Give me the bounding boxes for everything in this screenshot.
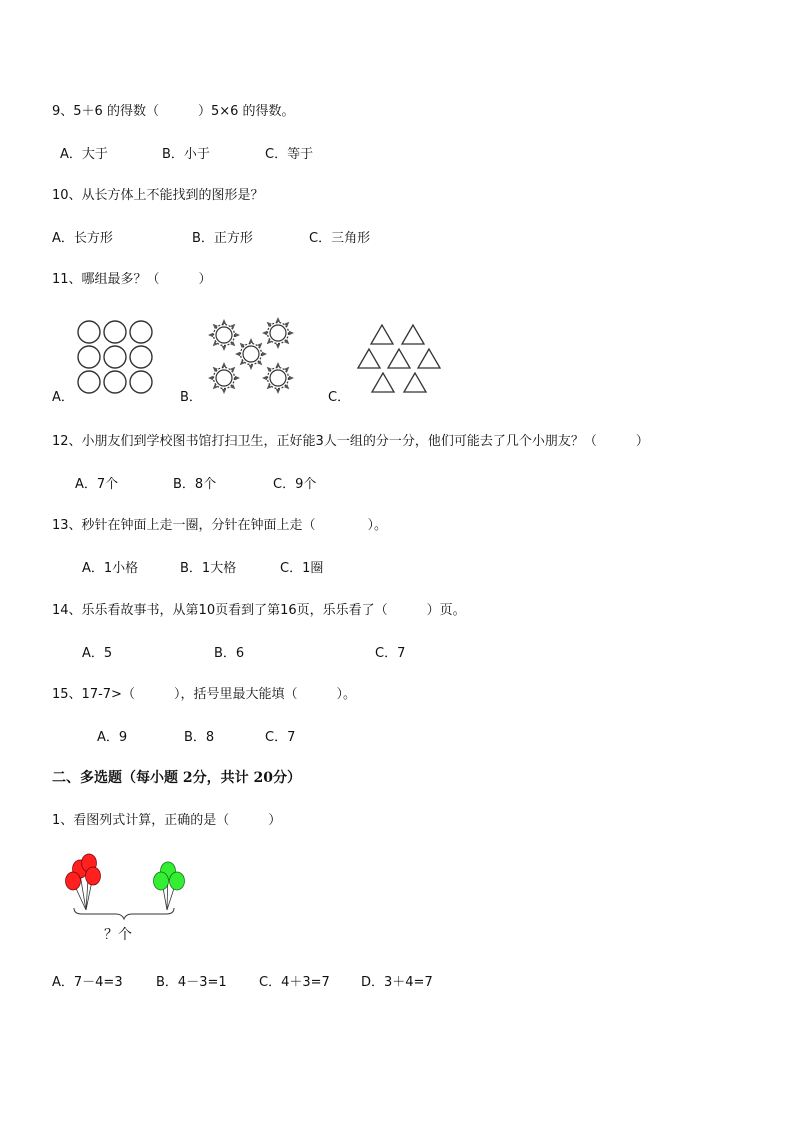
section-2-option-b[interactable]: B．4－3=1 xyxy=(156,975,227,990)
question-10-option-c[interactable]: C．三角形 xyxy=(309,231,371,246)
question-15-option-b[interactable]: B．8 xyxy=(184,730,215,745)
question-10-option-a[interactable]: A．长方形 xyxy=(52,231,113,246)
section-2-title: 二、多选题（每小题 2分，共计 20分） xyxy=(52,770,301,786)
suns-group-image xyxy=(205,316,300,398)
question-13-stem: 13、秒针在钟面上走一圈，分针在钟面上走（ ）。 xyxy=(52,518,388,533)
question-13-option-c[interactable]: C．1圈 xyxy=(280,561,324,576)
question-11-option-b[interactable]: B． xyxy=(180,390,202,405)
question-11-stem: 11、哪组最多？（ ） xyxy=(52,272,212,287)
question-14-stem: 14、乐乐看故事书，从第10页看到了第16页，乐乐看了（ ）页。 xyxy=(52,603,466,618)
section-2-option-d[interactable]: D．3＋4=7 xyxy=(361,975,433,990)
question-9-option-c[interactable]: C．等于 xyxy=(265,147,314,162)
question-12-option-a[interactable]: A．7个 xyxy=(75,477,119,492)
question-15-option-c[interactable]: C．7 xyxy=(265,730,296,745)
section-2-option-c[interactable]: C．4＋3=7 xyxy=(259,975,330,990)
circles-group-image xyxy=(77,318,157,398)
question-12-stem: 12、小朋友们到学校图书馆打扫卫生，正好能3人一组的分一分，他们可能去了几个小朋友？（ ） xyxy=(52,434,649,449)
question-14-option-c[interactable]: C．7 xyxy=(375,646,406,661)
triangles-group-image xyxy=(355,322,445,398)
question-11-option-c[interactable]: C． xyxy=(328,390,351,405)
question-11-option-a[interactable]: A． xyxy=(52,390,74,405)
question-14-option-a[interactable]: A．5 xyxy=(82,646,113,661)
question-13-option-a[interactable]: A．1小格 xyxy=(82,561,139,576)
question-13-option-b[interactable]: B．1大格 xyxy=(180,561,237,576)
question-10-stem: 10、从长方体上不能找到的图形是？ xyxy=(52,188,264,203)
question-12-option-b[interactable]: B．8个 xyxy=(173,477,217,492)
question-9-option-a[interactable]: A．大于 xyxy=(60,147,108,162)
question-15-option-a[interactable]: A．9 xyxy=(97,730,128,745)
question-14-option-b[interactable]: B．6 xyxy=(214,646,245,661)
question-12-option-c[interactable]: C．9个 xyxy=(273,477,317,492)
section-2-option-a[interactable]: A．7－4=3 xyxy=(52,975,123,990)
question-9-stem: 9、5＋6 的得数（ ）5×6 的得数。 xyxy=(52,104,295,119)
question-15-stem: 15、17-7>（ ），括号里最大能填（ ）。 xyxy=(52,687,356,702)
section-2-question-1-stem: 1、看图列式计算，正确的是（ ） xyxy=(52,813,282,828)
brace-label: ？个 xyxy=(104,927,132,943)
question-10-option-b[interactable]: B．正方形 xyxy=(192,231,253,246)
question-9-option-b[interactable]: B．小于 xyxy=(162,147,210,162)
balloons-image xyxy=(60,852,195,922)
